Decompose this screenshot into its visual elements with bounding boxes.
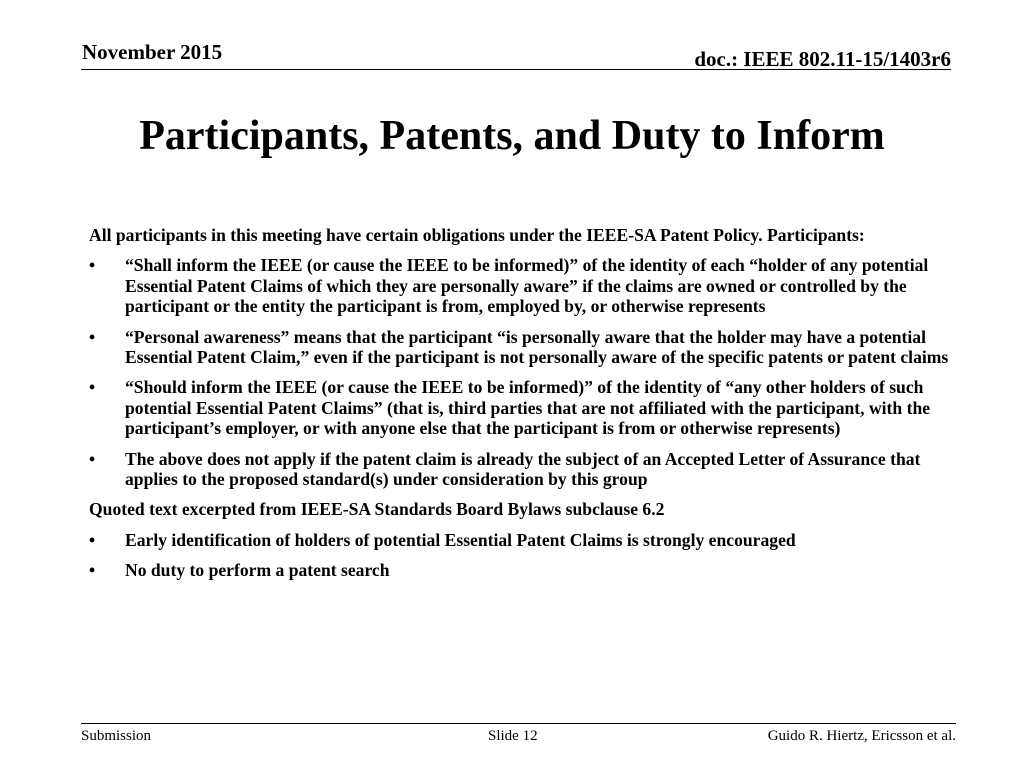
header-doc-id: doc.: IEEE 802.11-15/1403r6 bbox=[694, 47, 951, 71]
footer-submission: Submission bbox=[81, 728, 152, 744]
bullet-item-6 bbox=[89, 560, 949, 580]
bullet-marker: • bbox=[89, 529, 96, 550]
bullet-item-4 bbox=[89, 449, 949, 490]
quote-source: Quoted text excerpted from IEEE-SA Standards Board Bylaws subclause 6.2 bbox=[89, 499, 665, 520]
bullet-marker: • bbox=[89, 448, 96, 469]
bullet-text: The above does not apply if the patent claim is already the subject of an Accepted Letter of Assurance that applies to the proposed standard(s) under consideration by this group bbox=[125, 448, 921, 490]
bullet-marker: • bbox=[89, 377, 96, 398]
footer-rule bbox=[81, 723, 956, 724]
bullet-text: No duty to perform a patent search bbox=[125, 560, 390, 581]
bullet-text: Early identification of holders of potential Essential Patent Claims is strongly encouraged bbox=[125, 529, 796, 550]
footer-authors: Guido R. Hiertz, Ericsson et al. bbox=[767, 728, 956, 744]
bullet-marker: • bbox=[89, 255, 96, 276]
bullet-item-3 bbox=[89, 377, 949, 438]
footer-slide-number: Slide 12 bbox=[488, 728, 538, 744]
slide-body bbox=[89, 225, 949, 591]
header-date: November 2015 bbox=[82, 40, 223, 64]
bullet-text: “Personal awareness” means that the participant “is personally aware that the holder may have a potential Essential Patent Claim,” even if the participant is not personally aware of the specific patents or patent claims bbox=[125, 326, 949, 368]
bullet-item-2 bbox=[89, 327, 949, 368]
header-rule bbox=[81, 69, 951, 70]
bullet-item-5 bbox=[89, 530, 949, 550]
bullet-text: “Shall inform the IEEE (or cause the IEEE to be informed)” of the identity of each “holder of any potential Essential Patent Claims of which they are personally aware” if the claims are owned or controlled by the participant or the entity the participant is from, employed by, or otherwise represents bbox=[125, 255, 929, 317]
bullet-item-1 bbox=[89, 255, 949, 316]
intro-paragraph: All participants in this meeting have certain obligations under the IEEE-SA Patent Policy. Participants: bbox=[89, 225, 865, 245]
bullet-text: “Should inform the IEEE (or cause the IEEE to be informed)” of the identity of “any other holders of such potential Essential Patent Claims” (that is, third parties that are not affiliated with the participant, with the participant’s employer, or with anyone else that the participant is from or otherwise represents) bbox=[125, 377, 931, 439]
bullet-marker: • bbox=[89, 326, 96, 347]
slide-title: Participants, Patents, and Duty to Inform bbox=[139, 113, 885, 159]
bullet-marker: • bbox=[89, 560, 96, 581]
recommendations-list bbox=[89, 530, 949, 581]
obligations-list bbox=[89, 255, 949, 489]
